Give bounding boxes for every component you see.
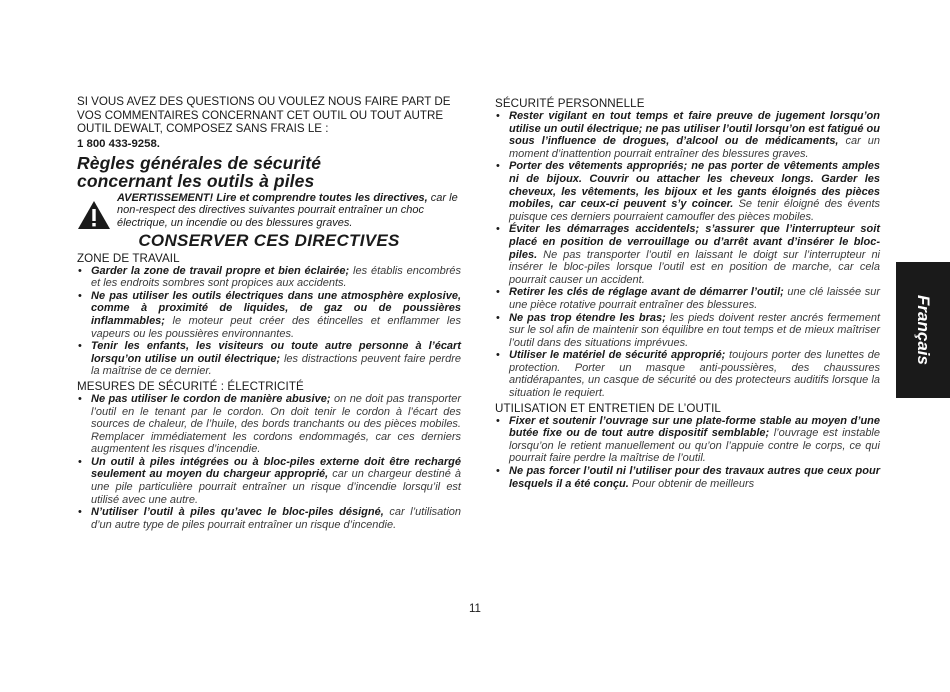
bullet-list	[77, 265, 461, 378]
item-text: les distractions peuvent faire perdre la maîtrise de ce dernier.	[91, 352, 461, 378]
item-text: car un chargeur destiné à une pile particulière pourrait entraîner un risque d’incendie lorsqu’il est utilisé avec une autre.	[91, 468, 461, 506]
right-column	[495, 95, 880, 490]
list-item	[495, 110, 880, 160]
list-item	[495, 349, 880, 399]
item-bold-text: Un outil à piles intégrées ou à bloc-piles externe doit être rechargé seulement au moyen du chargeur approprié,	[91, 455, 461, 481]
list-item	[77, 456, 461, 506]
list-item	[495, 223, 880, 286]
bullet-list	[495, 415, 880, 491]
item-text: l’ouvrage est instable lorsqu’on le retient manuellement ou qu’on l’appuie contre le corps, ce qui pourrait faire perdre la maîtrise de l’outil.	[509, 427, 880, 465]
warning-text: car le non-respect des directives suivantes pourrait entraîner un choc électrique, un incendie ou des blessures graves.	[117, 191, 458, 229]
warning-triangle-icon	[77, 200, 111, 230]
item-text: on ne doit pas transporter l’outil en le tenant par le cordon. On doit tenir le cordon à l’écart des sources de chaleur, de l’huile, des bords tranchants ou des pièces mobiles. Remplacer immédiatement les cordons endommagés, car ces derniers augmentent les risques d’incendie.	[91, 392, 462, 456]
bullet-list	[77, 393, 461, 532]
left-column	[77, 95, 461, 531]
right-sections	[495, 97, 880, 490]
item-bold-text: Rester vigilant en tout temps et faire preuve de jugement lorsqu’on utilise un outil électrique; ne pas utiliser l’outil lorsqu’on est fatigué ou sous l’influence de drogues, d’alcool ou de médicaments,	[509, 110, 880, 148]
section-title	[77, 154, 461, 190]
item-bold-text: Tenir les enfants, les visiteurs ou toute autre personne à l’écart lorsqu’on utilise un outil électrique;	[91, 340, 461, 365]
list-item	[495, 312, 880, 350]
title-line-1: Règles générales de sécurité	[77, 152, 322, 173]
language-side-tab	[896, 262, 950, 398]
list-item	[495, 465, 880, 490]
warning-block	[77, 192, 461, 230]
section-heading: ZONE DE TRAVAIL	[77, 251, 180, 265]
section-heading: UTILISATION ET ENTRETIEN DE L’OUTIL	[495, 401, 721, 415]
item-bold-text: Éviter les démarrages accidentels; s’assurer que l’interrupteur soit placé en position de verrouillage ou d’arrêt avant d’insérer le bloc-piles.	[509, 223, 880, 261]
item-text: les pieds doivent rester ancrés fermement sur le sol afin de maintenir son équilibre en tout temps et de mieux maîtriser l’outil dans des situations imprévues.	[509, 311, 880, 349]
item-text: Pour obtenir de meilleurs	[631, 477, 755, 490]
page-number: 11	[469, 603, 481, 615]
warning-bold: AVERTISSEMENT! Lire et comprendre toutes les directives,	[117, 191, 428, 204]
list-item	[495, 415, 880, 465]
list-item	[77, 393, 461, 456]
bullet-list	[495, 110, 880, 400]
section-heading: MESURES DE SÉCURITÉ : ÉLECTRICITÉ	[77, 379, 304, 393]
item-text: car un moment d’inattention pourrait entraîner des blessures graves.	[509, 135, 881, 160]
list-item	[495, 160, 880, 223]
item-bold-text: Ne pas utiliser le cordon de manière abusive;	[91, 392, 331, 405]
list-item	[77, 506, 461, 531]
item-text: toujours porter des lunettes de protection. Porter un masque anti-poussières, des chaussures antidérapantes, un casque de sécurité ou des protecteurs auditifs lorsque la situation le requiert.	[509, 349, 881, 400]
item-bold-text: Ne pas forcer l’outil ni l’utiliser pour des travaux autres que ceux pour lesquels il a été conçu.	[509, 465, 880, 490]
item-bold-text: Garder la zone de travail propre et bien éclairée;	[91, 264, 350, 277]
item-text: car l’utilisation d’un autre type de piles pourrait entraîner un risque d’incendie.	[91, 506, 462, 531]
item-text: une clé laissée sur une pièce rotative pourrait entraîner des blessures.	[509, 286, 880, 311]
item-bold-text: Retirer les clés de réglage avant de démarrer l’outil;	[509, 286, 784, 299]
item-bold-text: Ne pas utiliser les outils électriques dans une atmosphère explosive, comme à proximité de liquides, de gaz ou de poussières inflammables;	[91, 289, 461, 327]
item-text: le moteur peut créer des étincelles et enflammer les vapeurs ou les poussières environnantes.	[91, 314, 461, 340]
phone-number: 1 800 433-9258.	[77, 137, 160, 150]
side-tab-label: Français	[914, 295, 933, 365]
item-bold-text: Ne pas trop étendre les bras;	[509, 311, 666, 324]
list-item	[77, 290, 461, 340]
item-bold-text: Fixer et soutenir l’ouvrage sur une plate-forme stable au moyen d’une butée fixe ou de tout autre dispositif semblable;	[509, 414, 880, 440]
item-bold-text: Utiliser le matériel de sécurité approprié;	[509, 349, 726, 362]
list-item	[77, 265, 461, 290]
intro-text: SI VOUS AVEZ DES QUESTIONS OU VOULEZ NOUS FAIRE PART DE VOS COMMENTAIRES CONCERNANT CET OUTIL OU TOUT AUTRE OUTIL DEWALT, COMPOSEZ SANS FRAIS LE :	[77, 95, 451, 136]
item-bold-text: Porter des vêtements appropriés; ne pas porter de vêtements amples ni de bijoux. Couvrir ou attacher les cheveux longs. Garder les cheveux, les vêtements, les bijoux et les gants éloignés des pièces mobiles, car ceux-ci peuvent s’y coincer.	[509, 160, 880, 211]
conserver-heading: CONSERVER CES DIRECTIVES	[138, 230, 400, 250]
section-heading: SÉCURITÉ PERSONNELLE	[495, 97, 645, 110]
list-item	[77, 340, 461, 378]
item-text: Se tenir éloigné des évents puisque ces derniers pourraient camoufler des pièces mobiles.	[509, 198, 881, 223]
title-line-2: concernant les outils à piles	[77, 170, 315, 191]
list-item	[495, 286, 880, 311]
item-text: Ne pas transporter l’outil en laissant le doigt sur l’interrupteur ni insérer le bloc-piles lorsque l’outil est en position de marche, car cela pourrait causer un accident.	[509, 248, 881, 286]
left-sections	[77, 252, 461, 532]
item-bold-text: N’utiliser l’outil à piles qu’avec le bloc-piles désigné,	[91, 506, 384, 519]
item-text: les établis encombrés et les endroits sombres sont propices aux accidents.	[91, 264, 462, 290]
